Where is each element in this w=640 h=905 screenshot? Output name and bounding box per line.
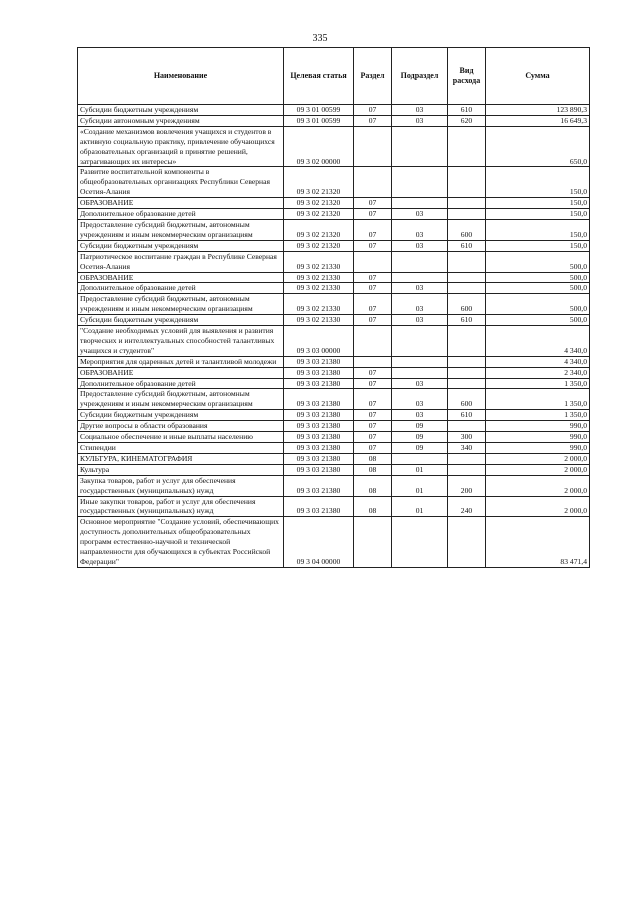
table-row: [78, 367, 590, 378]
cell-name: КУЛЬТУРА, КИНЕМАТОГРАФИЯ: [78, 453, 284, 464]
cell-name: Дополнительное образование детей: [78, 209, 284, 220]
cell-subsection: 09: [392, 421, 448, 432]
cell-expense-type: 600: [448, 389, 486, 410]
cell-expense-type: 300: [448, 432, 486, 443]
cell-amount: 2 340,0: [486, 367, 590, 378]
table-body: [78, 105, 590, 568]
cell-section: 07: [354, 105, 392, 116]
cell-name: Стипендии: [78, 443, 284, 454]
cell-amount: 123 890,3: [486, 105, 590, 116]
cell-target: 09 3 02 21330: [284, 294, 354, 315]
table-row: [78, 432, 590, 443]
table-row: [78, 126, 590, 167]
cell-section: 08: [354, 464, 392, 475]
table-row: [78, 167, 590, 198]
cell-subsection: [392, 453, 448, 464]
cell-amount: 500,0: [486, 315, 590, 326]
cell-target: 09 3 02 21330: [284, 315, 354, 326]
cell-target: 09 3 02 21320: [284, 209, 354, 220]
cell-expense-type: 610: [448, 240, 486, 251]
cell-expense-type: 200: [448, 475, 486, 496]
cell-subsection: [392, 356, 448, 367]
cell-amount: 4 340,0: [486, 326, 590, 357]
cell-name: Предоставление субсидий бюджетным, автономным учреждениям и иным некоммерческим организациям: [78, 219, 284, 240]
header-section: Раздел: [354, 48, 392, 105]
cell-expense-type: [448, 517, 486, 568]
cell-section: 07: [354, 198, 392, 209]
cell-target: 09 3 03 21380: [284, 432, 354, 443]
cell-expense-type: [448, 367, 486, 378]
cell-amount: 150,0: [486, 198, 590, 209]
cell-section: [354, 167, 392, 198]
cell-expense-type: [448, 283, 486, 294]
cell-name: Закупка товаров, работ и услуг для обеспечения государственных (муниципальных) нужд: [78, 475, 284, 496]
cell-target: 09 3 03 00000: [284, 326, 354, 357]
cell-target: 09 3 03 21380: [284, 475, 354, 496]
header-expense-type: Вид расхода: [448, 48, 486, 105]
cell-expense-type: [448, 464, 486, 475]
cell-section: 08: [354, 475, 392, 496]
cell-subsection: [392, 251, 448, 272]
cell-target: 09 3 03 21380: [284, 367, 354, 378]
cell-name: Дополнительное образование детей: [78, 283, 284, 294]
table-row: [78, 209, 590, 220]
cell-subsection: 03: [392, 219, 448, 240]
header-amount: Сумма: [486, 48, 590, 105]
cell-amount: 990,0: [486, 432, 590, 443]
table-row: [78, 115, 590, 126]
cell-subsection: [392, 167, 448, 198]
cell-subsection: 03: [392, 240, 448, 251]
cell-name: Патриотическое воспитание граждан в Республике Северная Осетия-Алания: [78, 251, 284, 272]
cell-amount: 2 000,0: [486, 496, 590, 517]
cell-section: 07: [354, 283, 392, 294]
table-row: [78, 421, 590, 432]
cell-subsection: 03: [392, 294, 448, 315]
cell-subsection: 01: [392, 475, 448, 496]
cell-target: 09 3 02 21330: [284, 251, 354, 272]
cell-amount: 2 000,0: [486, 475, 590, 496]
cell-section: [354, 326, 392, 357]
cell-section: 07: [354, 389, 392, 410]
cell-subsection: 09: [392, 443, 448, 454]
cell-subsection: 01: [392, 496, 448, 517]
cell-section: 08: [354, 496, 392, 517]
cell-name: Развитие воспитательной компоненты в общеобразовательных организациях Республики Северная Осетия-Алания: [78, 167, 284, 198]
cell-target: 09 3 03 21380: [284, 378, 354, 389]
table-row: [78, 517, 590, 568]
cell-target: 09 3 03 21380: [284, 496, 354, 517]
cell-subsection: 09: [392, 432, 448, 443]
cell-name: ОБРАЗОВАНИЕ: [78, 198, 284, 209]
cell-amount: 2 000,0: [486, 464, 590, 475]
cell-name: ОБРАЗОВАНИЕ: [78, 367, 284, 378]
cell-amount: 1 350,0: [486, 389, 590, 410]
table-row: [78, 294, 590, 315]
cell-expense-type: [448, 198, 486, 209]
cell-subsection: [392, 198, 448, 209]
cell-section: [354, 517, 392, 568]
cell-name: "Создание необходимых условий для выявления и развития творческих и интеллектуальных способностей талантливых учащихся и студентов": [78, 326, 284, 357]
cell-target: 09 3 02 21330: [284, 272, 354, 283]
cell-name: Другие вопросы в области образования: [78, 421, 284, 432]
cell-section: 08: [354, 453, 392, 464]
table-row: [78, 283, 590, 294]
table-row: [78, 464, 590, 475]
table-row: [78, 378, 590, 389]
cell-section: 07: [354, 294, 392, 315]
page-number: 335: [312, 33, 328, 44]
cell-expense-type: [448, 326, 486, 357]
cell-section: 07: [354, 219, 392, 240]
cell-expense-type: [448, 453, 486, 464]
cell-name: Мероприятия для одаренных детей и талантливой молодежи: [78, 356, 284, 367]
cell-amount: 2 000,0: [486, 453, 590, 464]
cell-amount: 4 340,0: [486, 356, 590, 367]
cell-amount: 16 649,3: [486, 115, 590, 126]
cell-target: 09 3 03 21380: [284, 453, 354, 464]
cell-amount: 650,0: [486, 126, 590, 167]
cell-name: Культура: [78, 464, 284, 475]
cell-amount: 990,0: [486, 443, 590, 454]
cell-expense-type: [448, 421, 486, 432]
cell-target: 09 3 03 21380: [284, 389, 354, 410]
cell-name: Основное мероприятие "Создание условий, обеспечивающих доступность дополнительных общеобразовательных программ естественно-научной и технической направленности для обучающихся в субъектах Российской Федерации": [78, 517, 284, 568]
cell-expense-type: 610: [448, 410, 486, 421]
cell-amount: 83 471,4: [486, 517, 590, 568]
cell-subsection: 01: [392, 464, 448, 475]
cell-expense-type: [448, 356, 486, 367]
cell-amount: 150,0: [486, 209, 590, 220]
table-row: [78, 356, 590, 367]
cell-amount: 1 350,0: [486, 410, 590, 421]
cell-subsection: [392, 272, 448, 283]
table-header-row: [78, 48, 590, 105]
cell-expense-type: [448, 209, 486, 220]
cell-expense-type: 610: [448, 315, 486, 326]
cell-name: Иные закупки товаров, работ и услуг для обеспечения государственных (муниципальных) нужд: [78, 496, 284, 517]
cell-target: 09 3 03 21380: [284, 464, 354, 475]
cell-subsection: 03: [392, 410, 448, 421]
cell-amount: 500,0: [486, 283, 590, 294]
cell-name: Предоставление субсидий бюджетным, автономным учреждениям и иным некоммерческим организациям: [78, 294, 284, 315]
table-row: [78, 240, 590, 251]
cell-subsection: 03: [392, 115, 448, 126]
cell-target: 09 3 04 00000: [284, 517, 354, 568]
cell-amount: 1 350,0: [486, 378, 590, 389]
cell-subsection: 03: [392, 105, 448, 116]
table-row: [78, 219, 590, 240]
cell-subsection: 03: [392, 389, 448, 410]
cell-expense-type: [448, 251, 486, 272]
cell-expense-type: 610: [448, 105, 486, 116]
cell-expense-type: 620: [448, 115, 486, 126]
cell-amount: 150,0: [486, 167, 590, 198]
cell-section: 07: [354, 421, 392, 432]
cell-section: [354, 251, 392, 272]
cell-subsection: 03: [392, 283, 448, 294]
cell-section: 07: [354, 240, 392, 251]
cell-name: Субсидии автономным учреждениям: [78, 115, 284, 126]
table-row: [78, 272, 590, 283]
cell-target: 09 3 02 21320: [284, 167, 354, 198]
cell-name: Дополнительное образование детей: [78, 378, 284, 389]
cell-name: «Создание механизмов вовлечения учащихся и студентов в активную социальную практику, привлечение обучающихся образовательных организаций в принятие решений, затрагивающих их интересы»: [78, 126, 284, 167]
cell-expense-type: [448, 167, 486, 198]
cell-target: 09 3 03 21380: [284, 410, 354, 421]
table-row: [78, 443, 590, 454]
cell-subsection: [392, 367, 448, 378]
cell-section: 07: [354, 443, 392, 454]
cell-expense-type: [448, 126, 486, 167]
cell-amount: 500,0: [486, 272, 590, 283]
cell-subsection: [392, 126, 448, 167]
cell-section: [354, 126, 392, 167]
cell-subsection: 03: [392, 315, 448, 326]
cell-section: 07: [354, 115, 392, 126]
table-row: [78, 389, 590, 410]
cell-name: Социальное обеспечение и иные выплаты населению: [78, 432, 284, 443]
table-row: [78, 410, 590, 421]
cell-target: 09 3 02 21330: [284, 283, 354, 294]
table-row: [78, 251, 590, 272]
cell-name: ОБРАЗОВАНИЕ: [78, 272, 284, 283]
cell-name: Субсидии бюджетным учреждениям: [78, 315, 284, 326]
cell-subsection: [392, 517, 448, 568]
cell-amount: 500,0: [486, 251, 590, 272]
cell-subsection: 03: [392, 378, 448, 389]
table-row: [78, 315, 590, 326]
cell-name: Предоставление субсидий бюджетным, автономным учреждениям и иным некоммерческим организациям: [78, 389, 284, 410]
table-row: [78, 105, 590, 116]
table-row: [78, 453, 590, 464]
cell-expense-type: 600: [448, 219, 486, 240]
cell-target: 09 3 02 00000: [284, 126, 354, 167]
cell-target: 09 3 02 21320: [284, 219, 354, 240]
table-row: [78, 496, 590, 517]
cell-expense-type: [448, 272, 486, 283]
cell-section: 07: [354, 432, 392, 443]
cell-amount: 150,0: [486, 240, 590, 251]
table-row: [78, 198, 590, 209]
cell-section: 07: [354, 272, 392, 283]
cell-name: Субсидии бюджетным учреждениям: [78, 240, 284, 251]
cell-section: 07: [354, 367, 392, 378]
cell-name: Субсидии бюджетным учреждениям: [78, 105, 284, 116]
cell-expense-type: 340: [448, 443, 486, 454]
cell-target: 09 3 02 21320: [284, 198, 354, 209]
cell-target: 09 3 03 21380: [284, 356, 354, 367]
header-target: Целевая статья: [284, 48, 354, 105]
cell-target: 09 3 03 21380: [284, 421, 354, 432]
table-row: [78, 475, 590, 496]
cell-section: 07: [354, 410, 392, 421]
header-name: Наименование: [78, 48, 284, 105]
cell-target: 09 3 03 21380: [284, 443, 354, 454]
cell-amount: 990,0: [486, 421, 590, 432]
table-row: [78, 326, 590, 357]
cell-name: Субсидии бюджетным учреждениям: [78, 410, 284, 421]
cell-subsection: 03: [392, 209, 448, 220]
cell-target: 09 3 01 00599: [284, 105, 354, 116]
cell-expense-type: [448, 378, 486, 389]
cell-expense-type: 600: [448, 294, 486, 315]
cell-subsection: [392, 326, 448, 357]
cell-section: [354, 356, 392, 367]
cell-target: 09 3 01 00599: [284, 115, 354, 126]
cell-expense-type: 240: [448, 496, 486, 517]
cell-target: 09 3 02 21320: [284, 240, 354, 251]
cell-section: 07: [354, 315, 392, 326]
cell-section: 07: [354, 378, 392, 389]
cell-amount: 500,0: [486, 294, 590, 315]
cell-section: 07: [354, 209, 392, 220]
cell-amount: 150,0: [486, 219, 590, 240]
budget-table: [77, 47, 590, 568]
header-subsection: Подраздел: [392, 48, 448, 105]
